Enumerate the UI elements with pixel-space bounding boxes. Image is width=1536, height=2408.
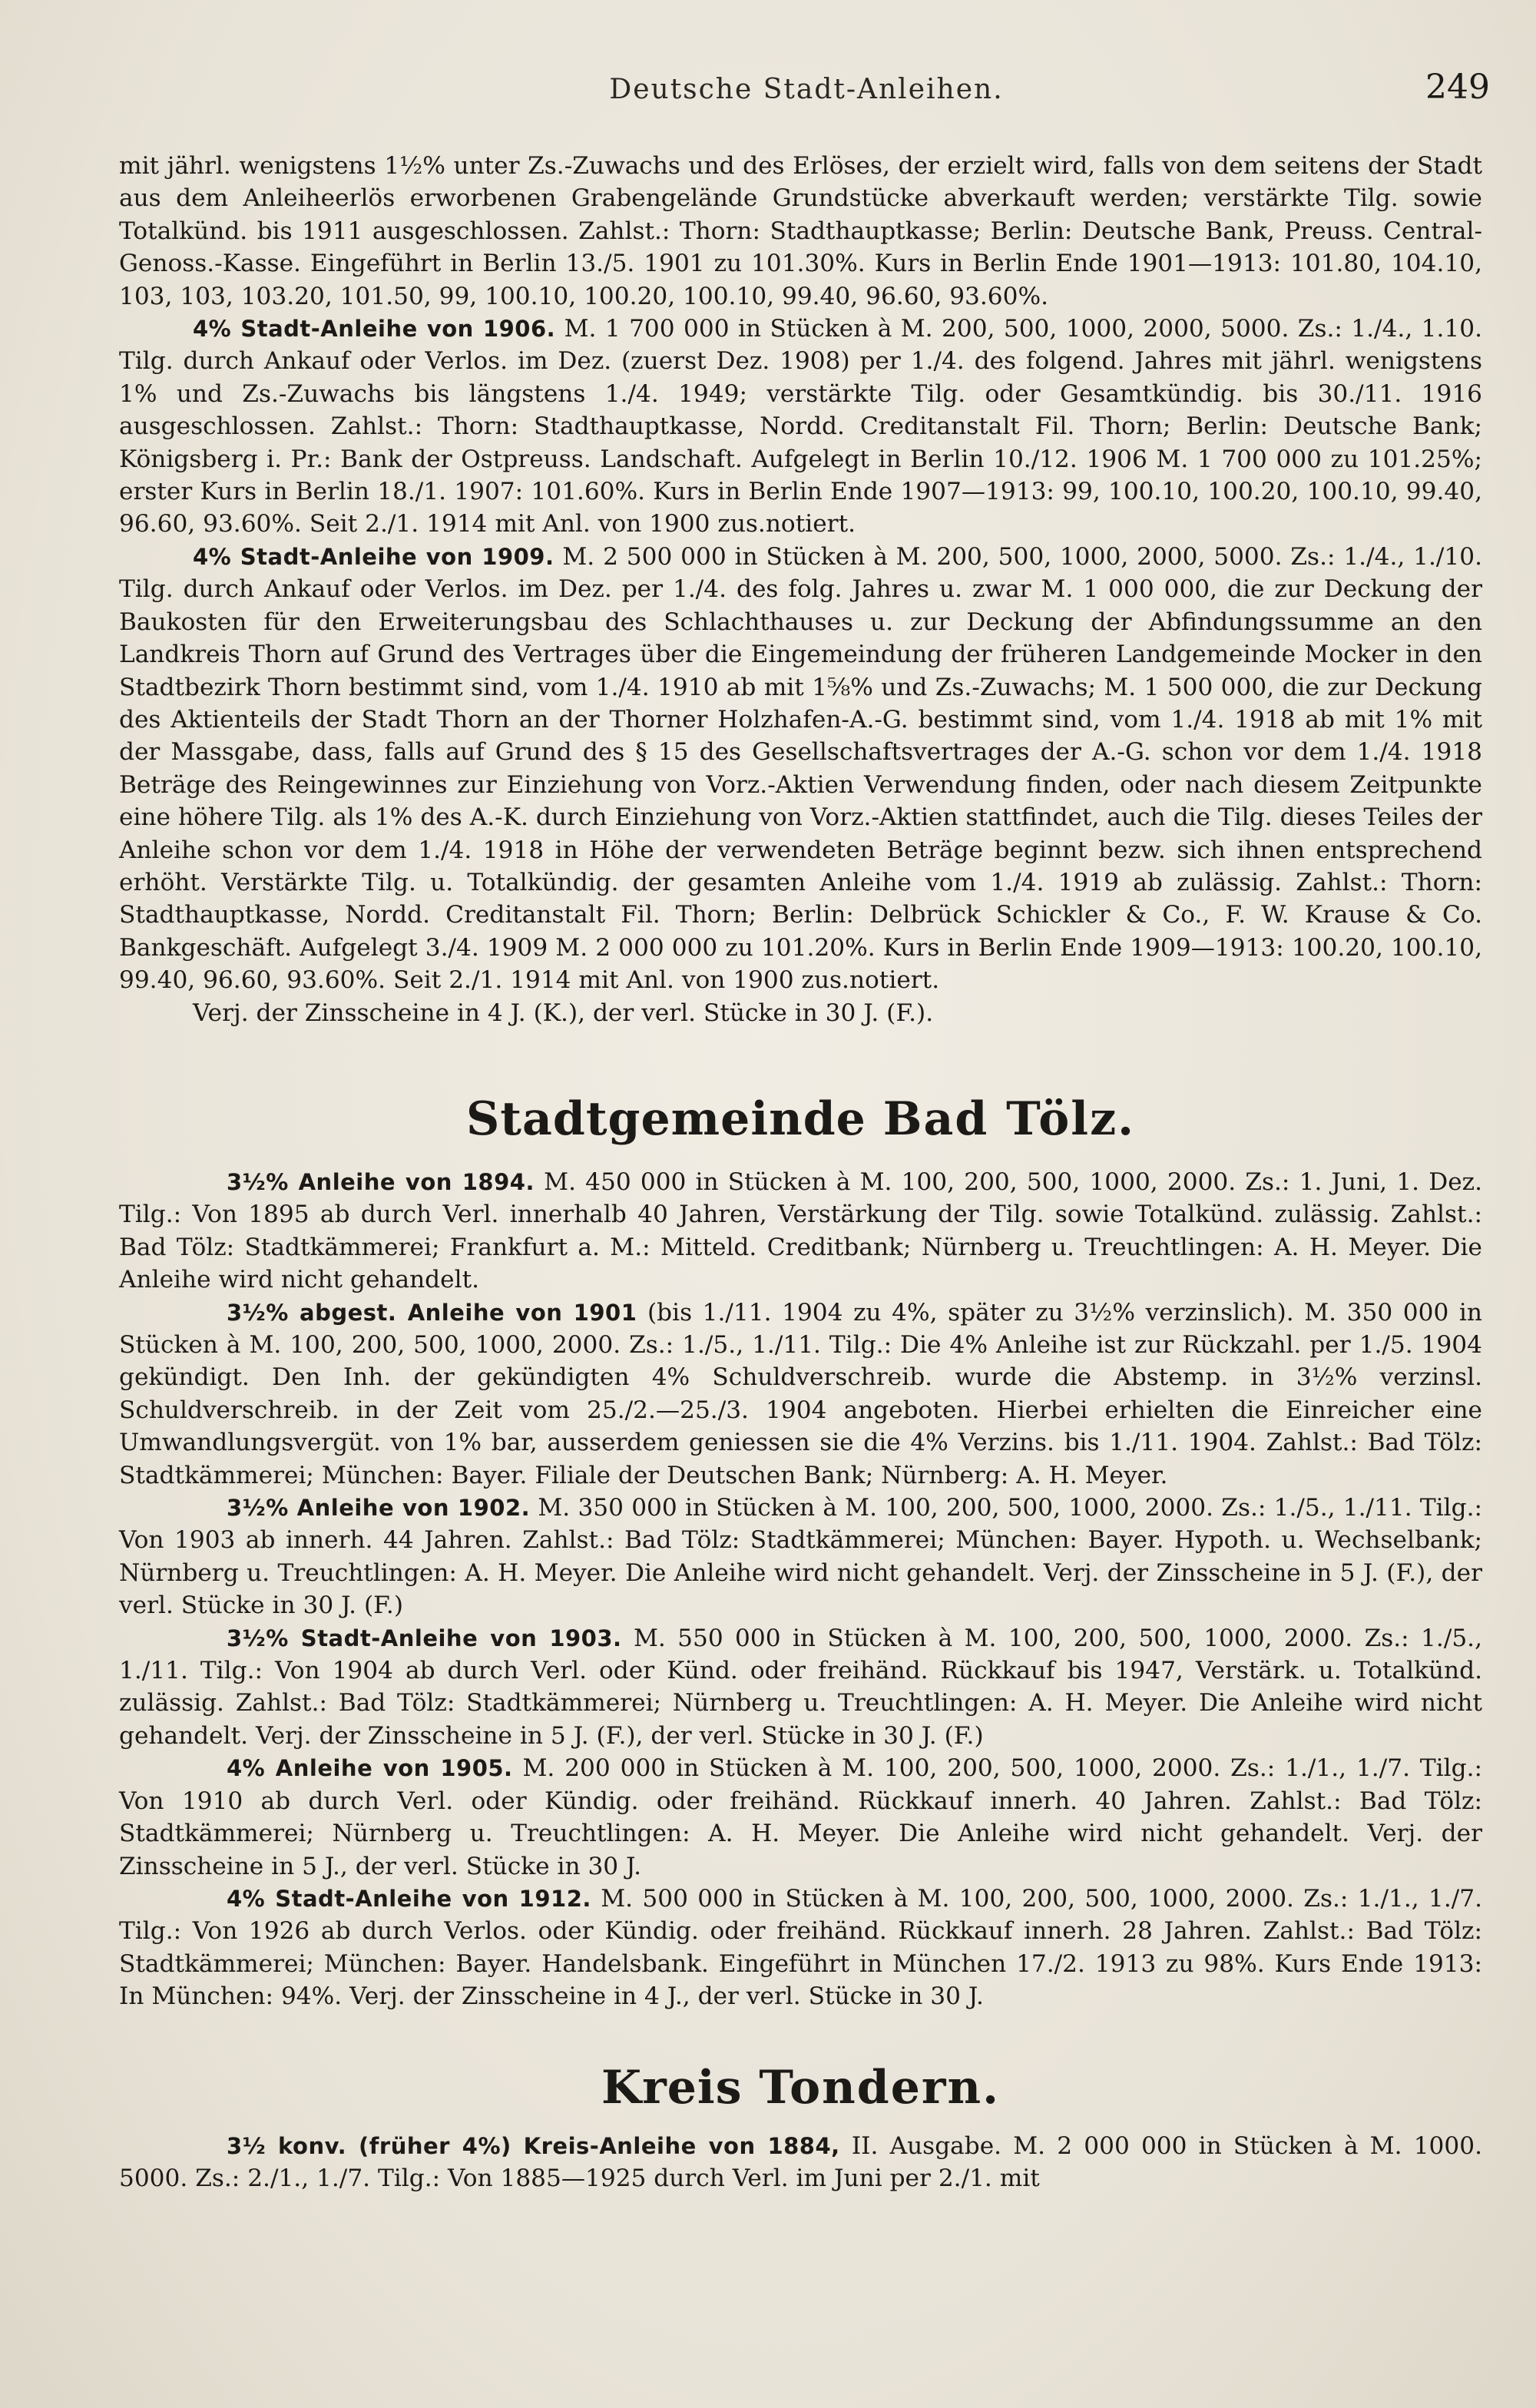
loan-text: M. 350 000 in Stücken à M. 100, 200, 500, 1000, 2000. Zs.: 1./5., 1./11. Tilg.: Von 1903 ab innerh. 44 Jahren. Zahlst.: Bad Tölz: Stadtkämmerei; München: Bayer. Hypoth. u. Wechselbank; Nürnberg u. Treuchtlingen: A. H. Meyer. Die Anleihe wird nicht gehandelt. Verj. der Zinsscheine in 5 J. (F.), der verl. Stücke in 30 J. (F.) (119, 1494, 1482, 1620)
running-title: Deutsche Stadt-Anleihen. (609, 74, 1004, 105)
thorn-loan-1906 (119, 313, 1482, 541)
loan-text: M. 550 000 in Stücken à M. 100, 200, 500, 1000, 2000. Zs.: 1./5., 1./11. Tilg.: Von 1904 ab durch Verl. oder Künd. oder freihänd. Rückkauf bis 1947, Verstärk. u. Totalkünd. zulässig. Zahlst.: Bad Tölz: Stadtkämmerei; Nürnberg u. Treuchtlingen: A. H. Meyer. Die Anleihe wird nicht gehandelt. Verj. der Zinsscheine in 5 J. (F.), der verl. Stücke in 30 J. (F.) (119, 1624, 1482, 1750)
loan-heading: 4% Stadt-Anleihe von 1906. (193, 316, 556, 343)
loan-heading: 3½ konv. (früher 4%) Kreis-Anleihe von 1884, (227, 2132, 840, 2159)
loan-text: M. 200 000 in Stücken à M. 100, 200, 500, 1000, 2000. Zs.: 1./1., 1./7. Tilg.: Von 1910 ab durch Verl. oder Kündig. oder freihänd. Rückkauf innerh. 40 Jahren. Zahlst.: Bad Tölz: Stadtkämmerei; Nürnberg u. Treuchtlingen: A. H. Meyer. Die Anleihe wird nicht gehandelt. Verj. der Zinsscheine in 5 J., der verl. Stücke in 30 J. (119, 1754, 1482, 1880)
loan-text: II. Ausgabe. M. 2 000 000 in Stücken à M. 1000. 5000. Zs.: 2./1., 1./7. Tilg.: Von 1885—1925 durch Verl. im Juni per 2./1. mit (119, 2131, 1482, 2192)
section-title-regular: Stadtgemeinde (465, 1091, 883, 1146)
page-header (123, 68, 1490, 114)
loan-heading: 3½% Stadt-Anleihe von 1903. (227, 1625, 622, 1651)
loan-heading: 4% Stadt-Anleihe von 1909. (193, 543, 554, 570)
toelz-loan-1905 (119, 1752, 1482, 1883)
page-number: 249 (1425, 68, 1490, 107)
loan-text: (bis 1./11. 1904 zu 4%, später zu 3½% verzinslich). M. 350 000 in Stücken à M. 100, 200, 500, 1000, 2000. Zs.: 1./5., 1./11. Tilg.: Die 4% Anleihe ist zur Rückzahl. per 1./5. 1904 gekündigt. Den Inh. der gekündigten 4% Schuldverschreib. wurde die Abstemp. in 3½% verzinsl. Schuldverschreib. in der Zeit vom 25./2.—25./3. 1904 angeboten. Hierbei erhielten die Einreicher eine Umwandlungsvergüt. von 1% bar, ausserdem geniessen sie die 4% Verzins. bis 1./11. 1904. Zahlst.: Bad Tölz: Stadtkämmerei; München: Bayer. Filiale der Deutschen Bank; Nürnberg: A. H. Meyer. (119, 1298, 1482, 1489)
toelz-loan-1894 (119, 1166, 1482, 1297)
section-title-regular: Kreis (601, 2060, 760, 2115)
loan-heading: 3½% Anleihe von 1902. (227, 1495, 531, 1522)
loan-heading: 3½% abgest. Anleihe von 1901 (227, 1299, 637, 1326)
loan-text: M. 1 700 000 in Stücken à M. 200, 500, 1000, 2000, 5000. Zs.: 1./4., 1.10. Tilg. durch Ankauf oder Verlos. im Dez. (zuerst Dez. 1908) per 1./4. des folgend. Jahres mit jährl. wenigstens 1% und Zs.-Zuwachs bis längstens 1./4. 1949; verstärkte Tilg. oder Gesamtkündig. bis 30./11. 1916 ausgeschlossen. Zahlst.: Thorn: Stadthauptkasse, Nordd. Creditanstalt Fil. Thorn; Berlin: Deutsche Bank; Königsberg i. Pr.: Bank der Ostpreuss. Landschaft. Aufgelegt in Berlin 10./12. 1906 M. 1 700 000 zu 101.25%; erster Kurs in Berlin 18./1. 1907: 101.60%. Kurs in Berlin Ende 1907—1913: 99, 100.10, 100.20, 100.10, 99.40, 96.60, 93.60%. Seit 2./1. 1914 mit Anl. von 1900 zus.notiert. (119, 315, 1482, 538)
toelz-loan-1912 (119, 1883, 1482, 2013)
section-title-bold: Tondern. (759, 2060, 1001, 2115)
thorn-paragraph-1: mit jährl. wenigstens 1½% unter Zs.-Zuwachs und des Erlöses, der erzielt wird, falls von dem seitens der Stadt aus dem Anleiheerlös erworbenen Grabengelände Grundstücke abverkauft werden; verstärkte Tilg. sowie Totalkünd. bis 1911 ausgeschlossen. Zahlst.: Thorn: Stadthauptkasse; Berlin: Deutsche Bank, Preuss. Central-Genoss.-Kasse. Eingeführt in Berlin 13./5. 1901 zu 101.30%. Kurs in Berlin Ende 1901—1913: 101.80, 104.10, 103, 103, 103.20, 101.50, 99, 100.10, 100.20, 100.10, 99.40, 96.60, 93.60%. (119, 152, 1482, 310)
section-title-kreis-tondern (119, 2061, 1482, 2115)
loan-heading: 4% Anleihe von 1905. (227, 1755, 513, 1782)
loan-text: M. 450 000 in Stücken à M. 100, 200, 500, 1000, 2000. Zs.: 1. Juni, 1. Dez. Tilg.: Von 1895 ab durch Verl. innerhalb 40 Jahren, Verstärkung der Tilg. sowie Totalkünd. zulässig. Zahlst.: Bad Tölz: Stadtkämmerei; Frankfurt a. M.: Mitteld. Creditbank; Nürnberg u. Treuchtlingen: A. H. Meyer. Die Anleihe wird nicht gehandelt. (119, 1168, 1482, 1294)
loan-text: M. 2 500 000 in Stücken à M. 200, 500, 1000, 2000, 5000. Zs.: 1./4., 1./10. Tilg. durch Ankauf oder Verlos. im Dez. per 1./4. des folg. Jahres u. zwar M. 1 000 000, die zur Deckung der Baukosten für den Erweiterungsbau des Schlachthauses u. zur Deckung der Abfindungssumme an den Landkreis Thorn auf Grund des Vertrages über die Eingemeindung der früheren Landgemeinde Mocker in den Stadtbezirk Thorn bestimmt sind, vom 1./4. 1910 ab mit 1⅝% und Zs.-Zuwachs; M. 1 500 000, die zur Deckung des Aktienteils der Stadt Thorn an der Thorner Holzhafen-A.-G. bestimmt sind, vom 1./4. 1918 ab mit 1% mit der Massgabe, dass, falls auf Grund des § 15 des Gesellschaftsvertrages der A.-G. schon vor dem 1./4. 1918 Beträge des Reingewinnes zur Einziehung von Vorz.-Aktien Verwendung finden, oder nach diesem Zeitpunkte eine höhere Tilg. als 1% des A.-K. durch Einziehung von Vorz.-Aktien stattfindet, auch die Tilg. dieses Teiles der Anleihe schon vor dem 1./4. 1918 in Höhe der verwendeten Beträge beginnt bezw. sich ihnen entsprechend erhöht. Verstärkte Tilg. u. Totalkündig. der gesamten Anleihe vom 1./4. 1919 ab zulässig. Zahlst.: Thorn: Stadthauptkasse, Nordd. Creditanstalt Fil. Thorn; Berlin: Delbrück Schickler & Co., F. W. Krause & Co. Bankgeschäft. Aufgelegt 3./4. 1909 M. 2 000 000 zu 101.20%. Kurs in Berlin Ende 1909—1913: 100.20, 100.10, 99.40, 96.60, 93.60%. Seit 2./1. 1914 mit Anl. von 1900 zus.notiert. (119, 542, 1482, 995)
page-body (119, 150, 1482, 2194)
toelz-loan-1902 (119, 1492, 1482, 1622)
toelz-loan-1903 (119, 1622, 1482, 1753)
loan-heading: 4% Stadt-Anleihe von 1912. (227, 1885, 591, 1912)
tondern-loan-1884 (119, 2130, 1482, 2195)
section-title-bad-toelz (119, 1092, 1482, 1146)
loan-text: M. 500 000 in Stücken à M. 100, 200, 500, 1000, 2000. Zs.: 1./1., 1./7. Tilg.: Von 1926 ab durch Verlos. oder Kündig. oder freihänd. Rückkauf innerh. 28 Jahren. Zahlst.: Bad Tölz: Stadtkämmerei; München: Bayer. Handelsbank. Eingeführt in München 17./2. 1913 zu 98%. Kurs Ende 1913: In München: 94%. Verj. der Zinsscheine in 4 J., der verl. Stücke in 30 J. (119, 1884, 1482, 2011)
loan-heading: 3½% Anleihe von 1894. (227, 1168, 535, 1195)
toelz-loan-1901 (119, 1297, 1482, 1492)
thorn-loan-1909 (119, 541, 1482, 997)
section-title-bold: Bad Tölz. (882, 1091, 1136, 1146)
thorn-limitation-note: Verj. der Zinsscheine in 4 J. (K.), der verl. Stücke in 30 J. (F.). (193, 999, 934, 1027)
